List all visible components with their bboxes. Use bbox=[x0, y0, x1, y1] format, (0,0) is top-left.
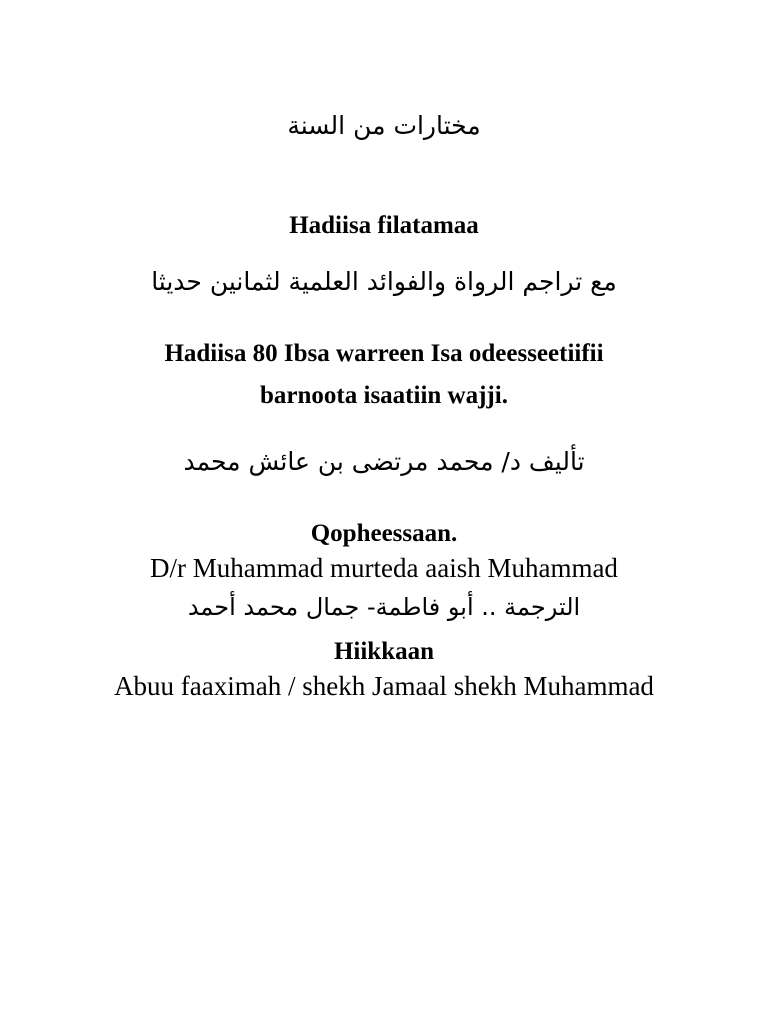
arabic-translator: الترجمة .. أبو فاطمة- جمال محمد أحمد bbox=[187, 593, 581, 621]
translator-name: Abuu faaximah / shekh Jamaal shekh Muhammad bbox=[114, 671, 654, 701]
arabic-subtitle: مع تراجم الرواة والفوائد العلمية لثمانين حديثا bbox=[151, 267, 617, 296]
arabic-author: تأليف د/ محمد مرتضى بن عائش محمد bbox=[183, 447, 585, 476]
oromo-title: Hadiisa filatamaa bbox=[289, 212, 479, 239]
translator-heading: Hiikkaan bbox=[333, 638, 435, 665]
arabic-title: مختارات من السنة bbox=[287, 111, 481, 140]
author-name: D/r Muhammad murteda aaish Muhammad bbox=[150, 553, 618, 583]
oromo-subtitle-line1: Hadiisa 80 Ibsa warreen Isa odeesseetiifii bbox=[164, 340, 604, 367]
oromo-subtitle-line2: barnoota isaatiin wajji. bbox=[260, 382, 508, 409]
author-heading: Qopheessaan. bbox=[310, 520, 458, 547]
